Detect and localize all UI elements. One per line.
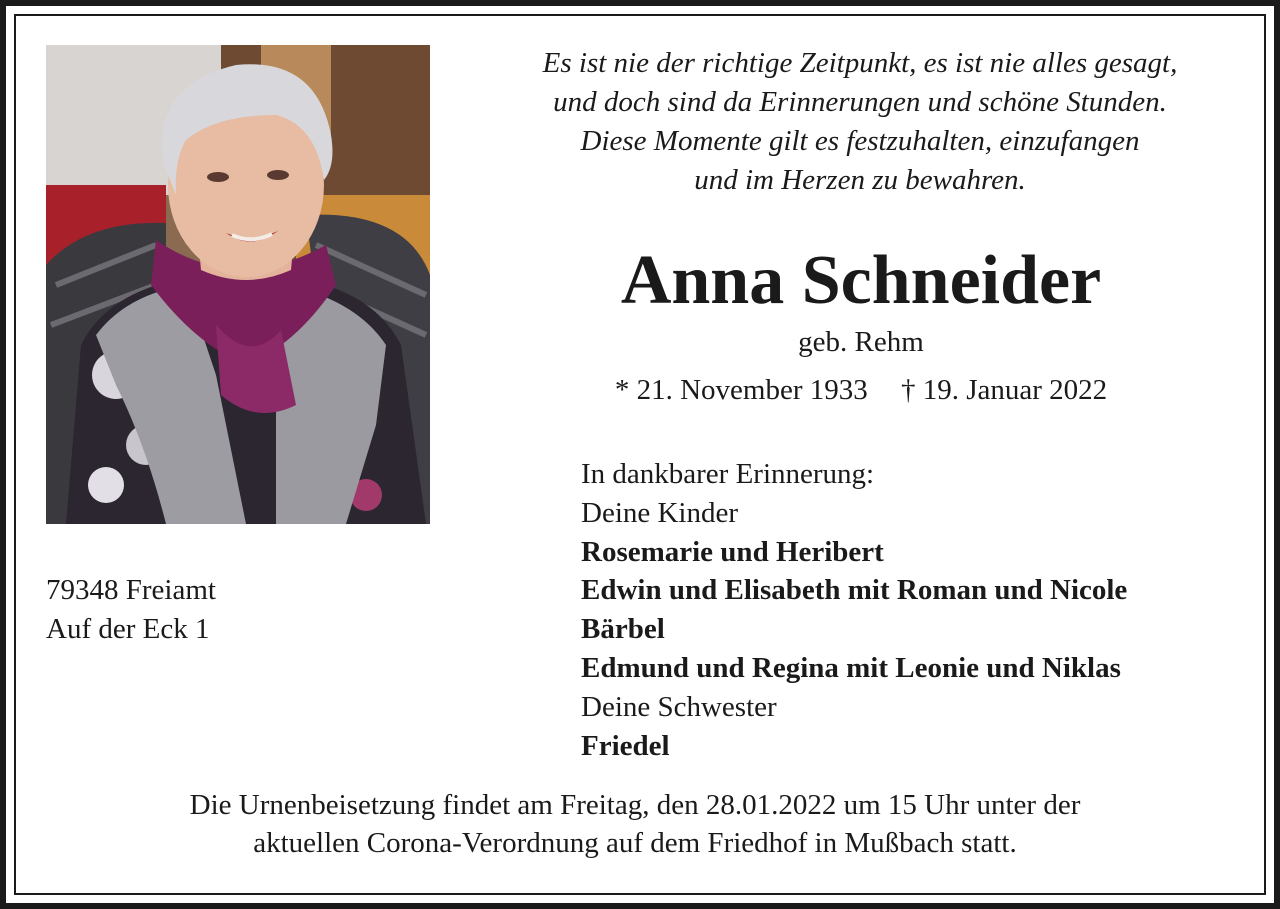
motto-line: Es ist nie der richtige Zeitpunkt, es ist nie alles gesagt, [542,47,1178,79]
portrait-photo [46,45,430,524]
children-label: Deine Kinder [581,496,739,529]
sister-name: Friedel [581,729,670,762]
child-family: Rosemarie und Heribert [581,535,884,568]
death-date: † 19. Januar 2022 [900,374,1108,406]
child-family: Bärbel [581,613,665,646]
child-family: Edmund und Regina mit Leonie und Niklas [581,651,1121,684]
motto-line: Diese Momente gilt es festzuhalten, einzufangen [580,125,1140,157]
deceased-name: Anna Schneider [620,242,1102,319]
address-street: Auf der Eck 1 [46,612,210,645]
motto-line: und im Herzen zu bewahren. [694,164,1026,196]
maiden-name: geb. Rehm [798,326,924,358]
address-city: 79348 Freiamt [46,574,216,606]
mourners-intro: In dankbarer Erinnerung: [581,458,875,490]
notice-line: aktuellen Corona-Verordnung auf dem Friedhof in Mußbach statt. [253,827,1017,859]
motto-verse [470,44,1250,200]
notice-line: Die Urnenbeisetzung findet am Freitag, den 28.01.2022 um 15 Uhr unter der [189,789,1081,821]
family-address [46,571,216,648]
funeral-notice [40,786,1230,862]
life-dates [500,372,1222,408]
child-family: Edwin und Elisabeth mit Roman und Nicole [581,574,1128,607]
motto-line: und doch sind da Erinnerungen und schöne Stunden. [553,86,1167,118]
birth-date: * 21. November 1933 [614,374,868,406]
sister-label: Deine Schwester [581,690,777,723]
mourners-list [581,455,1127,765]
